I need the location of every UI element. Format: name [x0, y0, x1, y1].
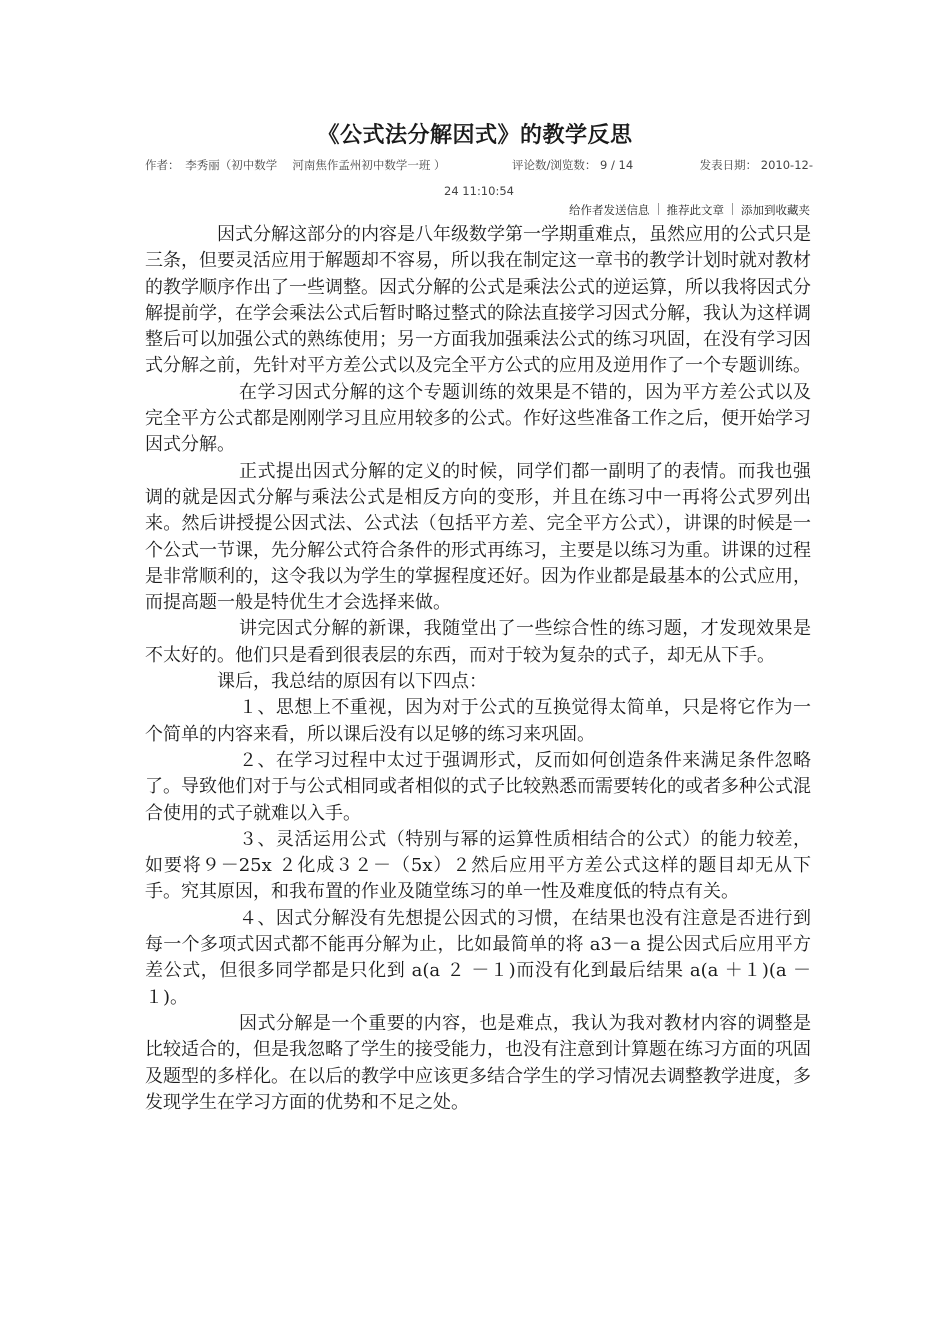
paragraph: 因式分解是一个重要的内容，也是难点，我认为我对教材内容的调整是比较适合的，但是我忽略了学生的接受能力，也没有注意到计算题在练习方面的巩固及题型的多样化。在以后的教学中应该更多结合学生的学习情况去调整教学进度，多发现学生在学习方面的优势和不足之处。	[145, 1012, 811, 1113]
paragraph: ２、在学习过程中太过于强调形式，反而如何创造条件来满足条件忽略了。导致他们对于与公式相同或者相似的式子比较熟悉而需要转化的或者多种公式混合使用的式子就难以入手。	[145, 749, 811, 824]
article-meta	[145, 152, 813, 204]
paragraph: ３、灵活运用公式（特别与幂的运算性质相结合的公式）的能力较差，如要将９－25x ２化成３２－（5x）２然后应用平方差公式这样的题目却无从下手。究其原因，和我布置的作业及随堂练习的单一性及难度低的特点有关。	[145, 828, 811, 903]
author-info: 作者： 李秀丽（初中数学 河南焦作孟州初中数学一班 ）	[145, 158, 446, 172]
publish-date-time: 24 11:10:54	[444, 184, 514, 198]
paragraph: 在学习因式分解的这个专题训练的效果是不错的，因为平方差公式以及完全平方公式都是刚刚学习且应用较多的公式。作好这些准备工作之后，便开始学习因式分解。	[145, 381, 811, 456]
article-title: 《公式法分解因式》的教学反思	[317, 123, 633, 148]
paragraph: １、思想上不重视，因为对于公式的互换觉得太简单，只是将它作为一个简单的内容来看，所以课后没有以足够的练习来巩固。	[145, 697, 811, 745]
stats-info: 评论数/浏览数： 9 / 14	[512, 158, 634, 172]
article-body	[145, 222, 811, 1116]
divider	[658, 203, 659, 215]
recommend-link[interactable]: 推荐此文章	[666, 203, 724, 217]
paragraph: 正式提出因式分解的定义的时候，同学们都一副明了的表情。而我也强调的就是因式分解与乘法公式是相反方向的变形，并且在练习中一再将公式罗列出来。然后讲授提公因式法、公式法（包括平方差、完全平方公式），讲课的时候是一个公式一节课，先分解公式符合条件的形式再练习，主要是以练习为重。讲课的过程是非常顺利的，这令我以为学生的掌握程度还好。因为作业都是最基本的公式应用，而提高题一般是特优生才会选择来做。	[145, 460, 811, 614]
send-message-link[interactable]: 给作者发送信息	[569, 203, 650, 217]
paragraph: ４、因式分解没有先想提公因式的习惯，在结果也没有注意是否进行到每一个多项式因式都不能再分解为止，比如最简单的将 a3－a 提公因式后应用平方差公式，但很多同学都是只化到 a(a ２ －１)而没有化到最后结果 a(a ＋１)(a －１)。	[145, 907, 811, 1008]
paragraph: 讲完因式分解的新课，我随堂出了一些综合性的练习题，才发现效果是不太好的。他们只是看到很表层的东西，而对于较为复杂的式子，却无从下手。	[145, 618, 811, 666]
paragraph: 因式分解这部分的内容是八年级数学第一学期重难点，虽然应用的公式只是三条，但要灵活应用于解题却不容易，所以我在制定这一章书的教学计划时就对教材的教学顺序作出了一些调整。因式分解的公式是乘法公式的逆运算，所以我将因式分解提前学，在学会乘法公式后暂时略过整式的除法直接学习因式分解，我认为这样调整后可以加强公式的熟练使用；另一方面我加强乘法公式的练习巩固，在没有学习因式分解之前，先针对平方差公式以及完全平方公式的应用及逆用作了一个专题训练。	[145, 224, 811, 377]
publish-date-label: 发表日期： 2010-12-	[699, 158, 813, 172]
paragraph: 课后，我总结的原因有以下四点：	[217, 671, 487, 693]
divider	[732, 203, 733, 215]
article-actions	[569, 202, 810, 218]
meta-row	[145, 152, 813, 178]
add-favorite-link[interactable]: 添加到收藏夹	[741, 203, 810, 217]
